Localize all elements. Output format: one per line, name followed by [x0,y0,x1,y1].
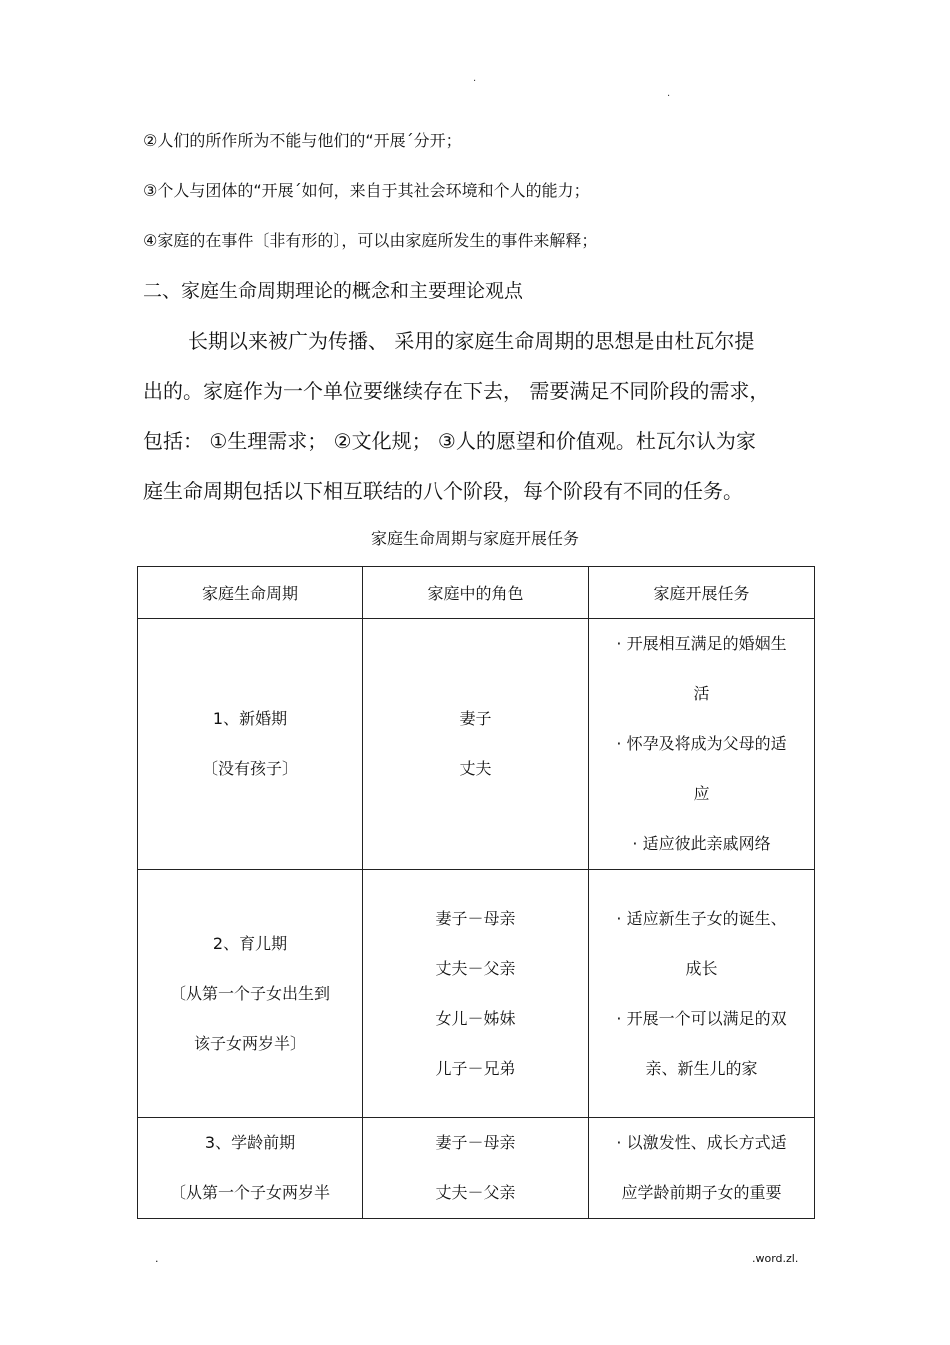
paragraph-line-3: 包括： ①生理需求； ②文化规； ③人的愿望和价值观。杜瓦尔认为家 [143,429,756,453]
table-row [138,870,815,1118]
text-line-2: ②人们的所作所为不能与他们的“开展ˊ分开； [143,131,462,150]
footer-dot: . [155,1252,159,1265]
tasks-cell [589,870,815,1118]
header-dot-right: . [667,88,671,99]
section-heading: 二、家庭生命周期理论的概念和主要理论观点 [143,280,524,302]
roles-cell [363,619,589,870]
role-text: 妻子－母亲 [435,908,516,928]
roles-cell [363,1118,589,1219]
role-text: 妻子－母亲 [435,1133,516,1152]
stage-cell [138,619,363,870]
stage-text: 〔没有孩子〕 [201,759,298,778]
paragraph-line-1: 长期以来被广为传播、 采用的家庭生命周期的思想是由杜瓦尔提 [188,329,755,353]
life-cycle-table [137,566,815,1219]
tasks-cell [589,1118,815,1219]
task-text: 成长 [685,958,718,978]
role-text: 丈夫－父亲 [435,1183,516,1202]
task-text: · 适应新生子女的诞生、 [616,908,787,928]
role-text: 丈夫 [459,759,492,778]
footer-watermark: .word.zl. [752,1252,799,1265]
role-text: 妻子 [459,709,492,728]
task-text: 亲、新生儿的家 [645,1058,758,1078]
table-header-row [138,567,815,619]
task-text: · 以激发性、成长方式适 [616,1133,787,1152]
header-cell-roles: 家庭中的角色 [363,567,589,619]
table-row [138,1118,815,1219]
table-caption: 家庭生命周期与家庭开展任务 [370,529,579,548]
paragraph-line-4: 庭生命周期包括以下相互联结的八个阶段，每个阶段有不同的任务。 [143,479,743,503]
task-text: · 怀孕及将成为父母的适 [616,734,787,753]
task-text: · 开展相互满足的婚姻生 [616,634,787,653]
text-line-3: ③个人与团体的“开展ˊ如何，来自于其社会环境和个人的能力； [143,181,590,200]
stage-text: 1、新婚期 [212,709,288,728]
roles-cell [363,870,589,1118]
header-cell-tasks: 家庭开展任务 [589,567,815,619]
stage-text: 3、学龄前期 [204,1133,296,1152]
task-text: · 适应彼此亲戚网络 [632,834,771,853]
paragraph-line-2: 出的。家庭作为一个单位要继续存在下去， 需要满足不同阶段的需求， [143,379,770,403]
task-text: 应学龄前期子女的重要 [621,1183,782,1202]
stage-cell [138,1118,363,1219]
stage-cell [138,870,363,1118]
text-line-4: ④家庭的在事件〔非有形的〕，可以由家庭所发生的事件来解释； [143,231,598,250]
task-text: 活 [693,684,710,703]
tasks-cell [589,619,815,870]
role-text: 儿子－兄弟 [435,1058,516,1078]
table-row [138,619,815,870]
role-text: 丈夫－父亲 [435,958,516,978]
stage-text: 该子女两岁半〕 [193,1033,306,1053]
stage-text: 〔从第一个子女出生到 [169,983,330,1003]
header-dot-left: . [473,73,477,84]
stage-text: 〔从第一个子女两岁半 [169,1183,330,1202]
stage-text: 2、育儿期 [212,933,288,953]
role-text: 女儿－姊妹 [435,1008,516,1028]
header-cell-stage: 家庭生命周期 [138,567,363,619]
task-text: 应 [693,784,710,803]
task-text: · 开展一个可以满足的双 [616,1008,787,1028]
